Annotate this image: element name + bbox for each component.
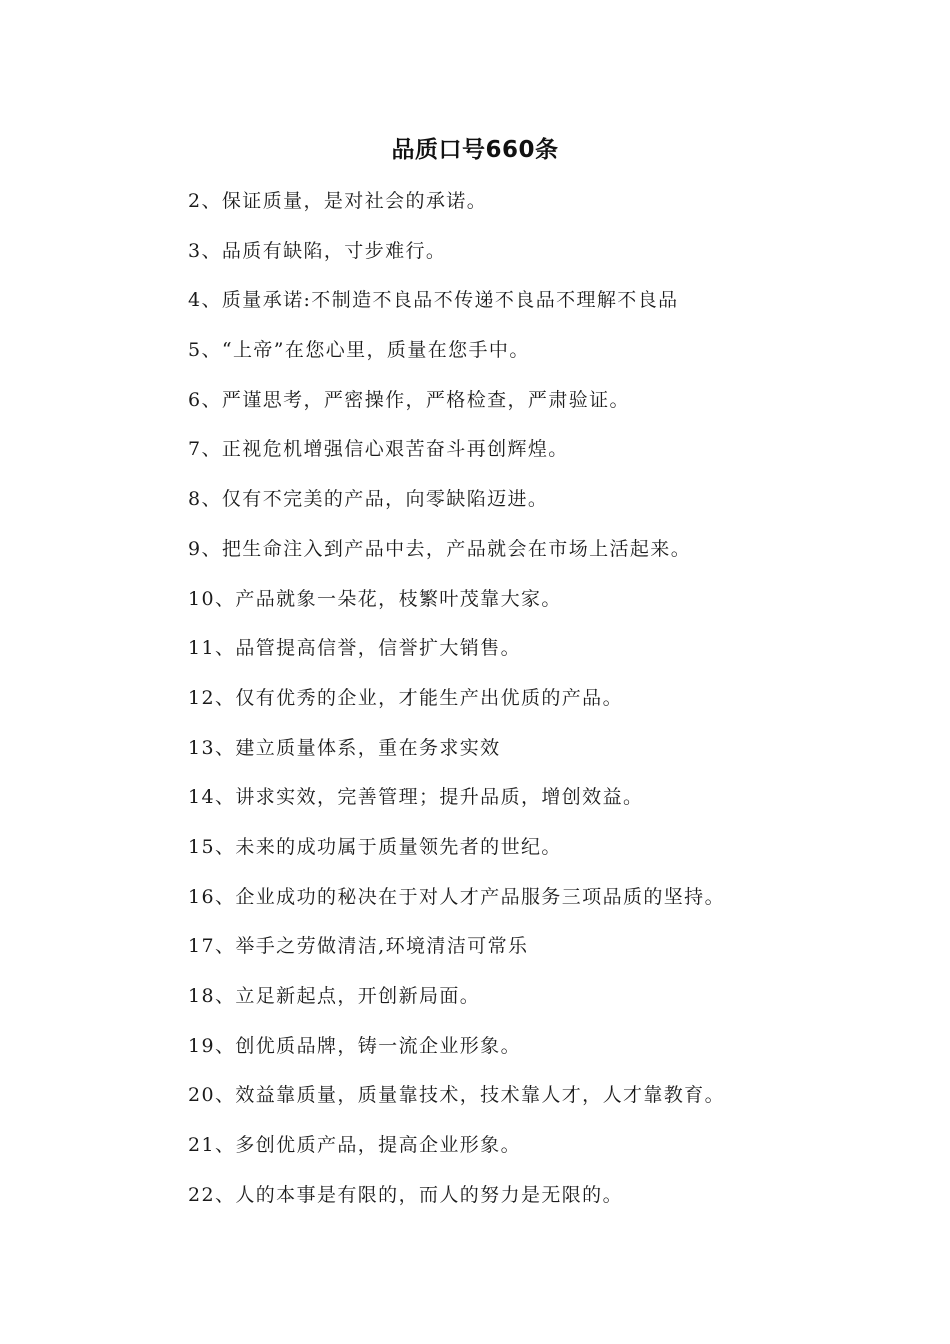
slogan-item: 12、仅有优秀的企业，才能生产出优质的产品。 (188, 686, 623, 709)
slogan-item: 10、产品就象一朵花，枝繁叶茂靠大家。 (188, 587, 562, 610)
slogan-item: 14、讲求实效，完善管理；提升品质，增创效益。 (188, 786, 644, 809)
slogan-list (188, 186, 928, 1229)
slogan-item: 8、仅有不完美的产品，向零缺陷迈进。 (188, 488, 549, 511)
slogan-item: 17、举手之劳做清洁,环境清洁可常乐 (188, 935, 529, 958)
slogan-item: 4、质量承诺:不制造不良品不传递不良品不理解不良品 (188, 289, 679, 312)
slogan-item: 20、效益靠质量，质量靠技术，技术靠人才，人才靠教育。 (188, 1084, 725, 1107)
slogan-item: 18、立足新起点，开创新局面。 (188, 985, 481, 1007)
slogan-item: 22、人的本事是有限的，而人的努力是无限的。 (188, 1183, 623, 1206)
slogan-item: 9、把生命注入到产品中去，产品就会在市场上活起来。 (188, 537, 692, 560)
slogan-item: 16、企业成功的秘决在于对人才产品服务三项品质的坚持。 (188, 885, 725, 908)
slogan-item: 2、保证质量，是对社会的承诺。 (188, 190, 488, 212)
slogan-item: 21、多创优质产品，提高企业形象。 (188, 1134, 521, 1157)
slogan-item: 7、正视危机增强信心艰苦奋斗再创辉煌。 (188, 438, 569, 461)
slogan-item: 6、严谨思考，严密操作，严格检查，严肃验证。 (188, 388, 630, 411)
slogan-item: 3、品质有缺陷，寸步难行。 (188, 239, 447, 262)
slogan-item: 15、未来的成功属于质量领先者的世纪。 (188, 835, 562, 858)
document-title: 品质口号660条 (391, 137, 559, 163)
slogan-item: 19、创优质品牌，铸一流企业形象。 (188, 1034, 521, 1057)
slogan-item: 13、建立质量体系，重在务求实效 (188, 736, 501, 759)
slogan-item: 11、品管提高信誉，信誉扩大销售。 (188, 637, 521, 660)
slogan-item: 5、“上帝”在您心里，质量在您手中。 (188, 339, 530, 362)
